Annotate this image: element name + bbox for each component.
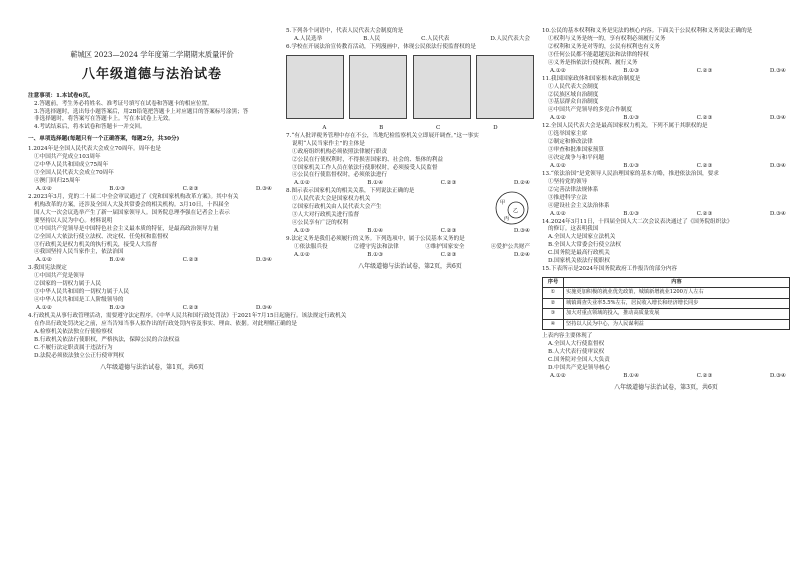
answer-c: C.②③ [182, 305, 199, 312]
option: ④公民在行使监督权时，必须依法进行 [292, 172, 388, 179]
answer-b: B.①③ [623, 115, 640, 122]
question-stem: 4.行政机关从事行政管理活动，需要遵守法定程序。《中华人民共和国行政处罚法》于2021年7月15日起施行。该法规定行政机关 [28, 312, 347, 319]
circle-diagram [490, 190, 534, 226]
table-cell: ① [543, 288, 564, 298]
option: ②全国人大依法行使立法权、决定权、任免权和监督权 [34, 233, 169, 240]
table-cell: 实施更加积极的就业优先政策，城镇新增就业1200万人左右 [564, 288, 790, 298]
option: ①选举国家主席 [548, 131, 588, 138]
exam-title: 八年级道德与法治试卷 [81, 67, 222, 83]
answer-a: A.①② [550, 115, 566, 122]
table-header: 序号 [543, 278, 564, 288]
question-stem: 8.图示表示国家机关的相关关系，下列说法正确的是 [286, 188, 415, 195]
table-cell: ④ [543, 319, 564, 329]
answer-b: B.①③ [623, 162, 640, 169]
answer-d: D.人民代表大会 [490, 35, 530, 42]
answer-choices [286, 36, 534, 44]
content-table [542, 277, 790, 330]
answer-d: D.③④ [255, 305, 272, 312]
answer-d: D.③④ [769, 372, 786, 379]
option: ④我国坚持人民当家作主，依法治国 [34, 249, 124, 256]
question-stem: 机构改革的方案，还涉及全国人大及其常委会的相关机构。3月10日，十四届全 [34, 201, 230, 208]
option: ③行政机关是权力机关的执行机关，接受人大监督 [34, 241, 158, 248]
table-header-row [543, 278, 790, 288]
option: ②国家行政机关由人民代表大会产生 [292, 204, 382, 211]
answer-a: A.①② [550, 67, 566, 74]
answer-choices [286, 228, 534, 236]
page-footer: 八年级道德与法治试卷，第1页，共6页 [100, 363, 204, 371]
exam-page-3 [542, 28, 790, 554]
answer-choices [542, 373, 790, 381]
option: ②制定和修改法律 [548, 139, 593, 146]
note-line: 4.考试结束后，将本试卷和答题卡一并交回。 [34, 124, 146, 131]
option: D.中国共产党是领导核心 [548, 364, 611, 371]
option: A.检察机关依法独立行使检察权 [34, 328, 113, 335]
answer-d: D.③④ [255, 257, 272, 264]
answer-c: C.②③ [696, 210, 713, 217]
table-cell: 城镇调查失业率5.5%左右，居民收入增长和经济增长同步 [564, 298, 790, 308]
question-stem: 5.下列各个词语中，代表人民代表大会制度的是 [286, 28, 404, 34]
answer-a: A.①② [36, 305, 52, 312]
answer-b: B.①④ [367, 180, 384, 187]
answer-c: C.②③ [182, 185, 199, 192]
option: C.国务院对全国人大负责 [548, 356, 610, 363]
option: B.全国人大常委会行使立法权 [548, 242, 622, 249]
answer-a: A.①② [294, 251, 310, 258]
option: ④公民享有广泛的权利 [292, 220, 348, 227]
answer-c: C.②③ [182, 257, 199, 264]
option: ③审查和批准国家预算 [548, 147, 604, 154]
option: A.全国人大行使监督权 [548, 340, 605, 347]
option: C.不履行法定职责属于违法行为 [34, 344, 113, 351]
answer-d: D.③④ [513, 228, 530, 234]
note-line: 非选择题时，将答案写在答题卡上。写在本试卷上无效。 [34, 116, 174, 123]
notes-block [28, 93, 276, 133]
option: ③基层群众自治制度 [548, 99, 599, 106]
question-stem: 国人大一次会议选举产生了新一届国家领导人。国务院总理李强在记者会上表示 [34, 209, 230, 216]
question-stem: 10.公民的基本权利和义务是宪法的核心内容。下面关于公民权利和义务说法正确的是 [542, 28, 753, 34]
answer-choices [286, 252, 534, 260]
answer-b: B.人民 [363, 35, 381, 42]
answer-c: C.②③ [440, 228, 457, 234]
option: ④爱护公共财产 [490, 243, 530, 250]
answer-choices [28, 186, 276, 194]
option: ①人民代表大会是国家权力机关 [292, 196, 371, 203]
option: ①权利与义务是统一的，享有权利必须履行义务 [548, 35, 666, 42]
question-stem: 6.学校在开展法治宣传教育活动，下列漫画中，体现公民依法行使监督权的是 [286, 43, 476, 50]
option: ①中国共产党领导是中国特色社会主义最本质的特征，是最高政治领导力量 [34, 225, 219, 232]
option: ④澳门回归25周年 [34, 178, 81, 185]
question-stem: 上表内容主要体现了 [542, 332, 593, 339]
answer-b: B.①④ [367, 228, 384, 234]
option: ①依法服兵役 [294, 243, 328, 250]
question-stem: 7.“有人批评税务管理中存在不公，当地纪检监察机关立即展开调查。”这一事实 [286, 132, 479, 139]
page-footer: 八年级道德与法治试卷，第2页，共6页 [358, 262, 462, 270]
answer-c: C.②③ [696, 115, 713, 122]
answer-b: B.①③ [623, 67, 640, 74]
answer-a: A.①② [550, 372, 566, 379]
option: ④义务是指依法行使权利、履行义务 [548, 59, 638, 66]
page-footer: 八年级道德与法治试卷，第3页，共6页 [614, 383, 718, 391]
option: B.行政机关依法行使职权，严格执法，保障公民的合法权益 [34, 336, 180, 343]
question-stem: 的修订。这表明我国 [548, 226, 599, 233]
option: ①中国共产党成立103周年 [34, 154, 101, 161]
table-row [543, 319, 790, 329]
option: ④建设社会主义法治体系 [548, 202, 610, 209]
diagram-label: 丙 [504, 216, 510, 223]
table-cell: 加大对重点领域的投入，推动高质量发展 [564, 309, 790, 319]
answer-c: C.②③ [440, 251, 457, 258]
cartoon-image [476, 55, 534, 119]
option: ②民族区域自治制度 [548, 91, 599, 98]
exam-header: 蕲城区 2023—2024 学年度第二学期期末质量评价 [70, 50, 234, 59]
answer-c: C.人民代表 [421, 35, 450, 42]
table-row [543, 288, 790, 298]
answer-b: B.①③ [623, 210, 640, 217]
question-stem: 11.我国国家政体和国家根本政治制度是 [542, 75, 641, 82]
answer-choices [542, 211, 790, 219]
question-stem: 1.2024年是全国人民代表大会成立70周年。周年也是 [28, 146, 161, 153]
question-stem: 12.全国人民代表大会是最高国家权力机关，下列不属于其职权的是 [542, 123, 708, 130]
option: D.法院必须依法独立公正行使审判权 [34, 352, 124, 359]
option: A.全国人大是国家立法机关 [548, 234, 616, 241]
option: ③国家机关工作人员在依法行使职权时，必须接受人民监督 [292, 164, 438, 171]
note-line: 注意事项：1.本试卷6页。 [28, 92, 94, 99]
cartoon-labels [286, 125, 534, 133]
option: ③人大对行政机关进行监督 [292, 212, 360, 219]
cartoon-image [349, 55, 407, 119]
table-header: 内容 [564, 278, 790, 288]
answer-a: A.①② [36, 257, 52, 264]
answer-d: D.③④ [769, 67, 786, 74]
option: D.国家机关依法行使职权 [548, 258, 611, 265]
answer-c: C.②③ [696, 67, 713, 74]
question-stem: 3.我国宪法规定 [28, 265, 67, 272]
cartoon-label: B [379, 124, 384, 131]
table-cell: ② [543, 298, 564, 308]
note-line: 3.答选择题时，选出每小题答案后，用2B铅笔把答题卡上对应题目的答案标号涂黑；答 [34, 108, 249, 115]
answer-b: B.①③ [109, 185, 126, 192]
option: ②公民在行使权利时，不得损害国家的、社会的、集体的利益 [292, 156, 444, 163]
q8-block [286, 188, 534, 228]
question-stem: 说明“人民当家作主”的主体是 [292, 140, 365, 147]
option: ③中华人民共和国的一切权力属于人民 [34, 289, 130, 296]
answer-choices [28, 305, 276, 313]
question-stem: 要坚持以人民为中心。材料说明 [34, 217, 113, 224]
question-stem: 14.2024年3月11日，十四届全国人大二次会议表决通过了《国务院组织法》 [542, 218, 733, 225]
note-line: 2.答题前，考生务必将姓名、准考证号填写在试卷和答题卡的相应位置。 [34, 100, 213, 107]
answer-b: B.①④ [623, 372, 640, 379]
question-stem: 在作出行政处罚决定之前，应当告知当事人拟作出的行政处罚内容及事实、理由、依据。对此理解正确的是 [34, 320, 297, 327]
question-stem: 9.法定义务是我们必须履行的义务。下列选项中，属于公民基本义务的是 [286, 235, 465, 242]
question-stem: 13.“依法治国”是党领导人民治理国家的基本方略，推进依法治国，要求 [542, 170, 719, 177]
cartoon-row [286, 55, 534, 123]
answer-d: D.③④ [769, 115, 786, 122]
option: ②完善法律法规体系 [548, 186, 599, 193]
option: ②中华人民共和国成立75周年 [34, 162, 109, 169]
cartoon-label: C [436, 124, 441, 131]
answer-choices [542, 68, 790, 76]
option: ③全国人民代表大会成立70周年 [34, 170, 114, 177]
answer-d: D.③④ [255, 185, 272, 192]
option: ③任何公民都不能超越宪法和法律的特权 [548, 51, 649, 58]
option: C.国务院是最高行政机关 [548, 250, 610, 257]
option-row [286, 244, 534, 252]
option: ①人民代表大会制度 [548, 83, 599, 90]
cartoon-label: A [322, 124, 327, 131]
answer-d: D.②④ [513, 180, 530, 187]
answer-d: D.③④ [769, 210, 786, 217]
option: ②国家的一切权力属于人民 [34, 281, 102, 288]
option: ①中国共产党是领导 [34, 273, 85, 280]
answer-c: C.②③ [696, 372, 713, 379]
answer-a: A.人民选举 [294, 35, 323, 42]
question-stem: 15.下表所示是2024年国务院政府工作报告的部分内容 [542, 266, 678, 273]
option: ③推进科学立法 [548, 194, 588, 201]
option: ④中华人民共和国是工人阶级领导的 [34, 297, 124, 304]
option: ①坚持党的领导 [548, 178, 588, 185]
option: B.人大代表行使审议权 [548, 348, 605, 355]
table-cell: 坚持以人民为中心，为人民谋利益 [564, 319, 790, 329]
answer-a: A.①② [550, 162, 566, 169]
question-stem: 2.2023年3月，党的二十届二中全会审议通过了《党和国家机构改革方案》。其中有关 [28, 193, 239, 200]
answer-a: A.①② [294, 180, 310, 187]
answer-c: C.②③ [696, 162, 713, 169]
table-row [543, 309, 790, 319]
answer-b: B.①④ [109, 257, 126, 264]
answer-b: B.①③ [109, 305, 126, 312]
exam-page-2 [286, 28, 534, 554]
option: ④决定战争与和平问题 [548, 155, 604, 161]
answer-c: C.②③ [440, 180, 457, 187]
diagram-label: 甲 [500, 200, 506, 207]
cartoon-image [413, 55, 471, 119]
answer-d: D.③④ [769, 162, 786, 169]
answer-choices [542, 163, 790, 171]
diagram-label: 乙 [513, 208, 519, 215]
option: ①政府组织机构必须依照法律履行职责 [292, 148, 388, 155]
option: ④中国共产党领导的多党合作制度 [548, 107, 632, 114]
answer-a: A.①③ [294, 228, 310, 234]
cartoon-label: D [493, 124, 498, 131]
cartoon-image [286, 55, 344, 119]
table-row [543, 298, 790, 308]
table-cell: ③ [543, 309, 564, 319]
answer-a: A.①② [36, 185, 52, 192]
option: ③维护国家安全 [425, 243, 465, 250]
section-heading: 一、单项选择题(每题只有一个正确答案，每题2分，共30分) [28, 136, 180, 143]
answer-a: A.①② [550, 210, 566, 217]
option: ②遵守宪法和法律 [354, 243, 399, 250]
answer-d: D.②④ [513, 251, 530, 258]
answer-b: B.①③ [367, 251, 384, 258]
option: ②权利和义务是对等的，公民有权利也有义务 [548, 43, 660, 50]
